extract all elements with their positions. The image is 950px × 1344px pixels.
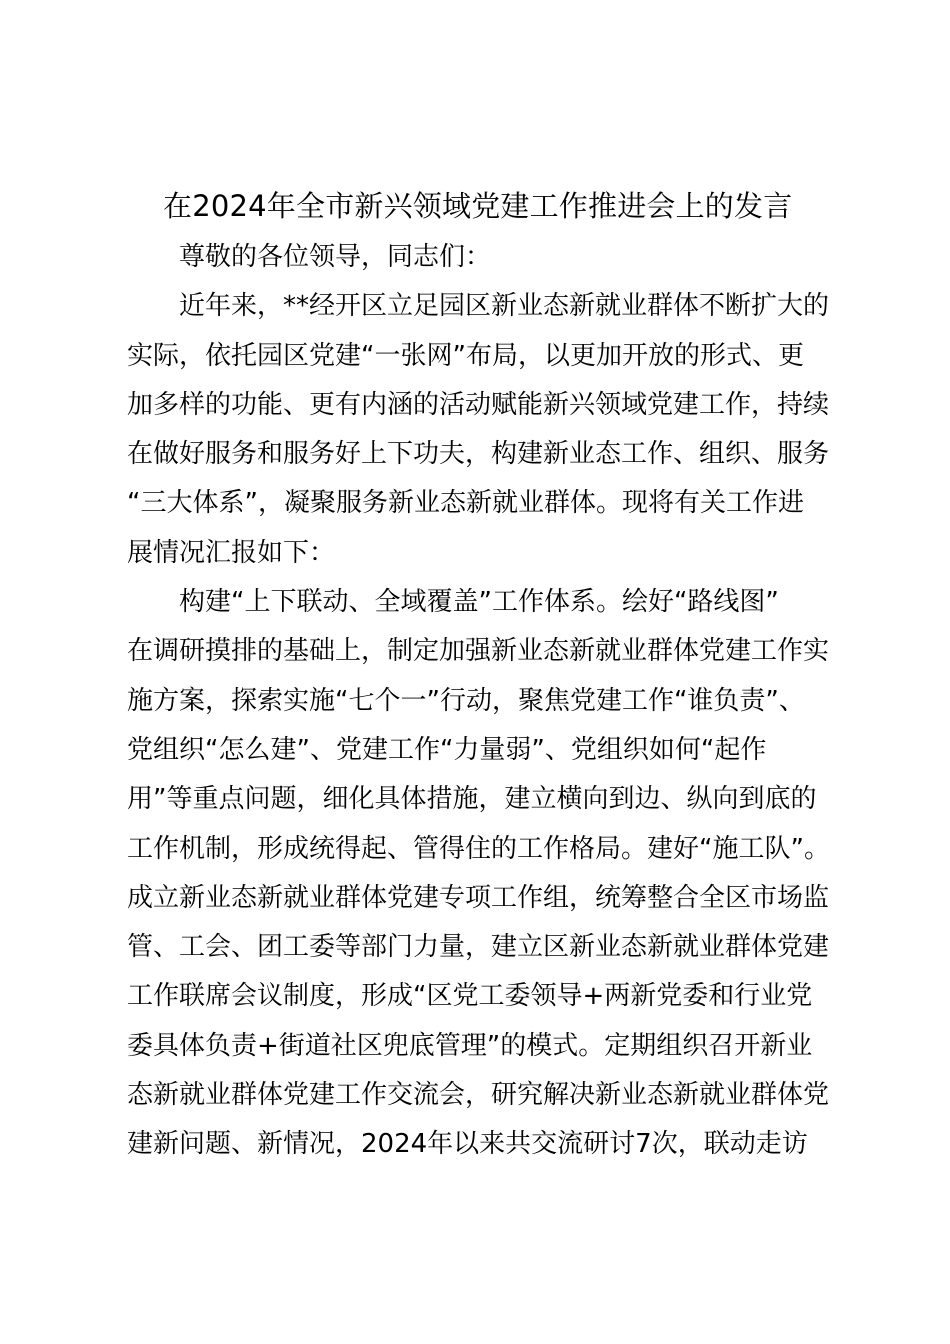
salutation-line: 尊敬的各位领导，同志们： (179, 242, 492, 272)
paragraph-line: 态新就业群体党建工作交流会，研究解决新业态新就业群体党 (127, 1080, 830, 1111)
paragraph-line: 工作机制，形成统得起、管得住的工作格局。建好“施工队”。 (127, 833, 830, 864)
paragraph-line: 展情况汇报如下： (127, 537, 336, 568)
paragraph-line: 党组织“怎么建”、党建工作“力量弱”、党组织如何“起作 (127, 734, 767, 765)
paragraph-line: 工作联席会议制度，形成“区党工委领导+两新党委和行业党 (127, 981, 813, 1012)
paragraph-line: 建新问题、新情况，2024年以来共交流研讨7次，联动走访 (127, 1129, 808, 1160)
paragraph-line: “三大体系”，凝聚服务新业态新就业群体。现将有关工作进 (127, 488, 804, 519)
paragraph-line: 委具体负责+街道社区兜底管理”的模式。定期组织召开新业 (127, 1030, 813, 1061)
paragraph-line: 实际，依托园区党建“一张网”布局，以更加开放的形式、更 (127, 340, 804, 371)
paragraph-line: 施方案，探索实施“七个一”行动，聚焦党建工作“谁负责”、 (127, 685, 805, 716)
paragraph-line: 用”等重点问题，细化具体措施，建立横向到边、纵向到底的 (127, 784, 817, 815)
paragraph-line: 构建“上下联动、全域覆盖”工作体系。绘好“路线图” (179, 587, 779, 618)
paragraph-line: 成立新业态新就业群体党建专项工作组，统筹整合全区市场监 (127, 882, 830, 913)
document-title: 在2024年全市新兴领域党建工作推进会上的发言 (163, 189, 793, 223)
document-body (127, 233, 847, 1170)
paragraph-line: 加多样的功能、更有内涵的活动赋能新兴领域党建工作，持续 (127, 389, 830, 420)
paragraph-line: 在做好服务和服务好上下功夫，构建新业态工作、组织、服务 (127, 439, 830, 470)
paragraph-line: 在调研摸排的基础上，制定加强新业态新就业群体党建工作实 (127, 636, 830, 667)
paragraph-line: 管、工会、团工委等部门力量，建立区新业态新就业群体党建 (127, 932, 830, 963)
paragraph-line: 近年来，**经开区立足园区新业态新就业群体不断扩大的 (179, 291, 830, 322)
